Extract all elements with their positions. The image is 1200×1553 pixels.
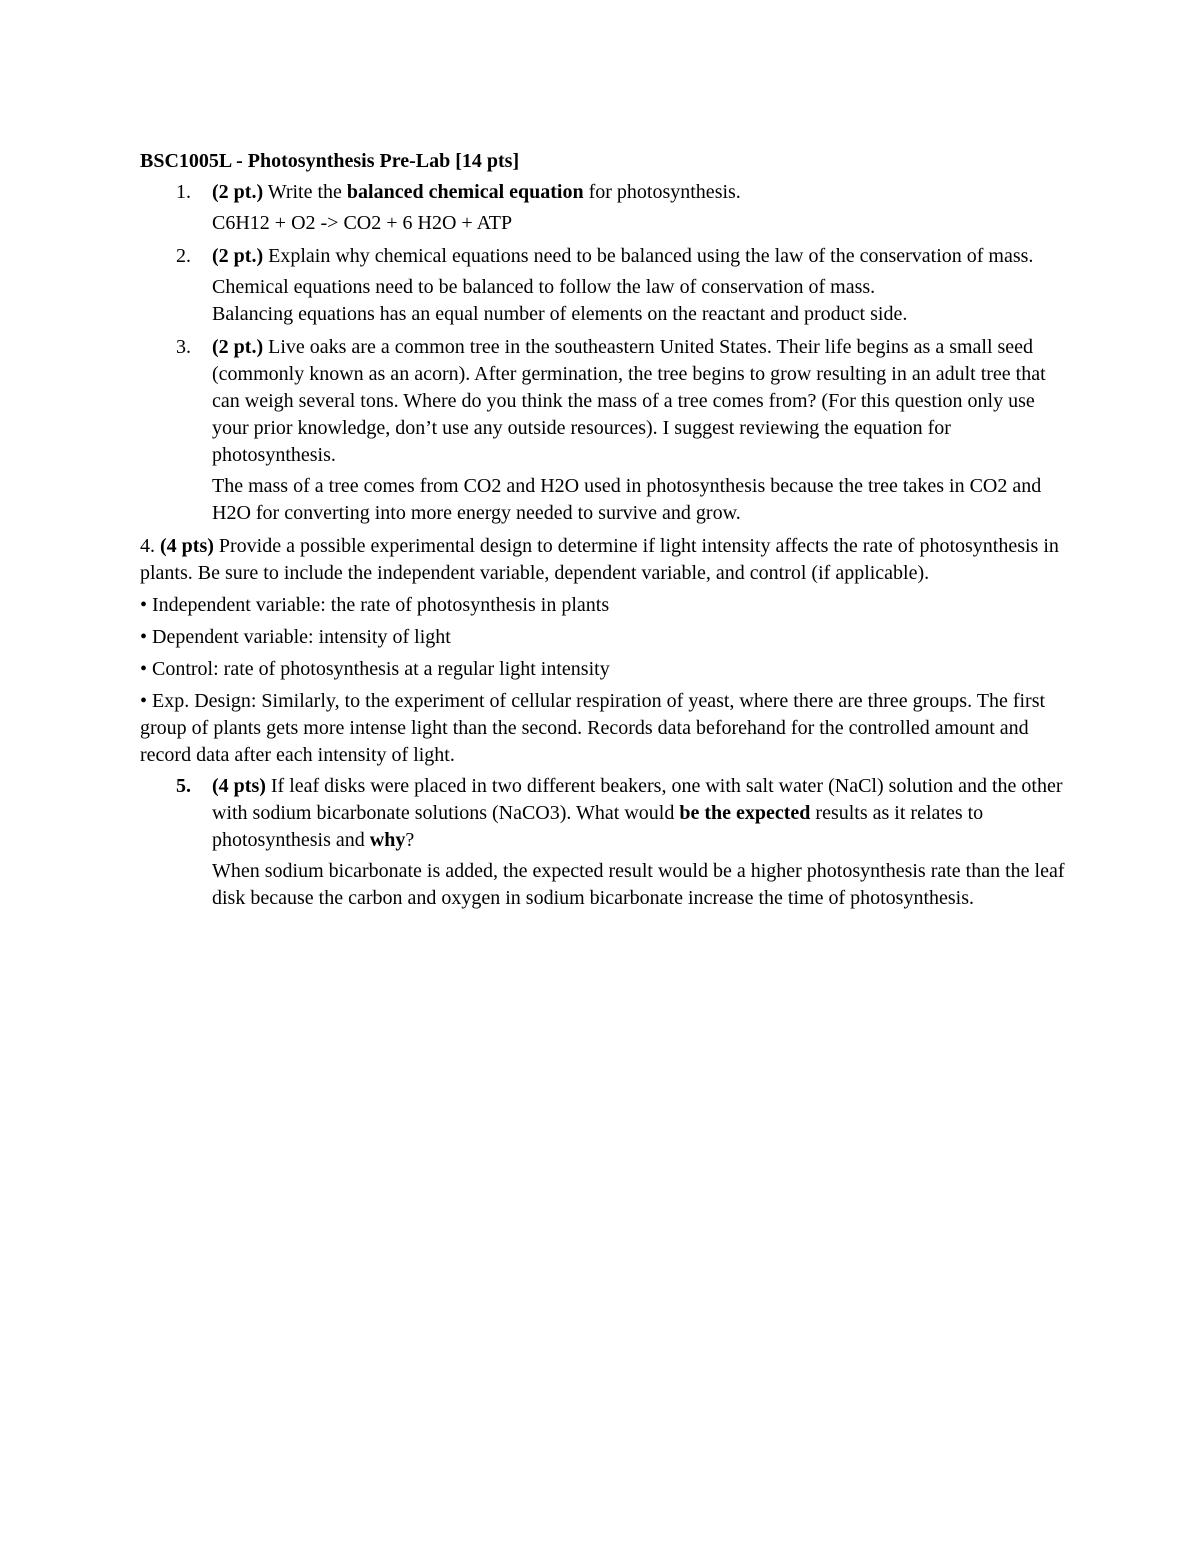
- question-emphasis: be the expected: [679, 802, 811, 824]
- question-3: [140, 334, 1070, 469]
- document-page: [140, 148, 1070, 918]
- bullet-independent-variable: • Independent variable: the rate of photosynthesis in plants: [140, 594, 610, 616]
- question-number: 4.: [140, 535, 155, 557]
- question-points: (2 pt.): [212, 245, 264, 267]
- question-emphasis: why: [369, 829, 406, 851]
- document-title: BSC1005L - Photosynthesis Pre-Lab [14 pts]: [140, 150, 520, 172]
- question-number: 3.: [176, 336, 191, 358]
- question-number: 2.: [176, 245, 191, 267]
- answer-text: C6H12 + O2 -> CO2 + 6 H2O + ATP: [212, 212, 513, 234]
- question-4: [140, 533, 1070, 587]
- question-text: ?: [405, 829, 415, 851]
- question-2: [140, 243, 1070, 270]
- answer-text: Chemical equations need to be balanced to follow the law of conservation of mass.: [212, 276, 876, 298]
- question-text: Provide a possible experimental design to determine if light intensity affects the rate of photosynthesis in plants. Be sure to include the independent variable, dependent variable, and control (if applicable).: [140, 535, 1059, 584]
- answer-3: [140, 473, 1070, 527]
- question-points: (4 pts): [212, 775, 266, 797]
- bullet-control: • Control: rate of photosynthesis at a regular light intensity: [140, 658, 610, 680]
- bullet-experimental-design: • Exp. Design: Similarly, to the experiment of cellular respiration of yeast, where there are three groups. The first group of plants gets more intense light than the second. Records data beforehand for the controlled amount and record data after each intensity of light.: [140, 690, 1046, 766]
- question-text: Explain why chemical equations need to be balanced using the law of the conservation of mass.: [263, 245, 1034, 267]
- answer-text: Balancing equations has an equal number of elements on the reactant and product side.: [212, 303, 908, 325]
- question-text: for photosynthesis.: [583, 181, 741, 203]
- question-number: 1.: [176, 181, 191, 203]
- question-1: [140, 179, 1070, 206]
- bullet-dependent-variable: • Dependent variable: intensity of light: [140, 626, 451, 648]
- answer-1: [140, 210, 1070, 237]
- question-5: [140, 773, 1070, 854]
- answer-2: [140, 274, 1070, 328]
- question-points: (2 pt.): [212, 336, 264, 358]
- question-text: Live oaks are a common tree in the southeastern United States. Their life begins as a small seed (commonly known as an acorn). After germination, the tree begins to grow resulting in an adult tree that can weigh several tons. Where do you think the mass of a tree comes from? (For this question only use your prior knowledge, don’t use any outside resources). I suggest reviewing the equation for photosynthesis.: [212, 336, 1046, 466]
- answer-5: [140, 858, 1070, 912]
- question-points: (4 pts): [160, 535, 214, 557]
- question-points: (2 pt.): [212, 181, 264, 203]
- question-text: Write the: [263, 181, 347, 203]
- question-emphasis: balanced chemical equation: [346, 181, 584, 203]
- question-number: 5.: [176, 775, 191, 797]
- answer-text: When sodium bicarbonate is added, the expected result would be a higher photosynthesis rate than the leaf disk because the carbon and oxygen in sodium bicarbonate increase the time of photosynthesis.: [212, 860, 1065, 909]
- answer-text: The mass of a tree comes from CO2 and H2O used in photosynthesis because the tree takes in CO2 and H2O for converting into more energy needed to survive and grow.: [212, 475, 1042, 524]
- question-text: If leaf disks were placed in two different beakers, one with salt water (NaCl) solution and the other with sodium bicarbonate solutions (NaCO3). What would: [212, 775, 1063, 824]
- question-text: results as it relates to photosynthesis and: [212, 802, 984, 851]
